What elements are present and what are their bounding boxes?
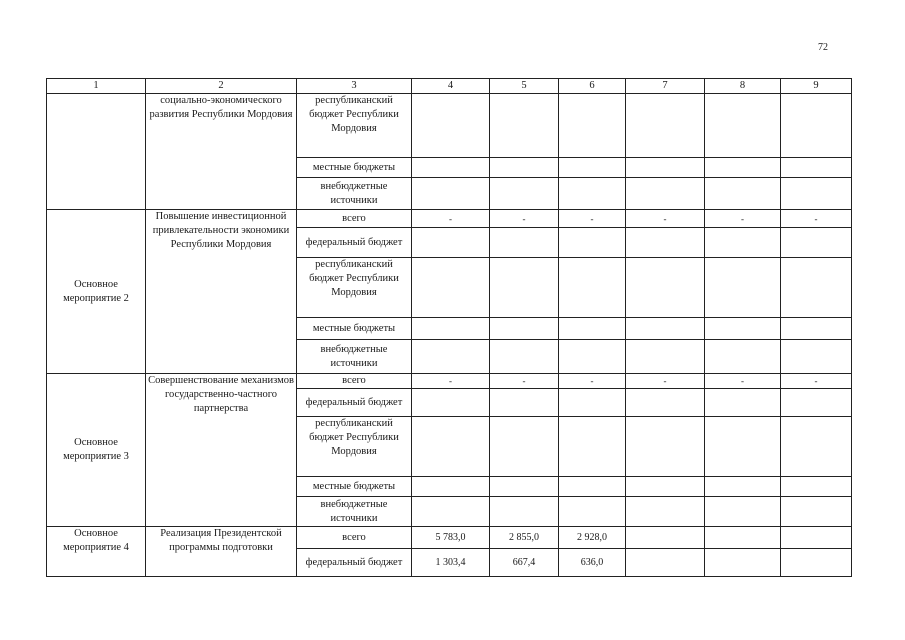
value-cell: 636,0 [559, 549, 626, 577]
value-cell [626, 527, 705, 549]
header-cell: 7 [626, 79, 705, 94]
header-cell: 8 [705, 79, 781, 94]
event-number-cell: Основное мероприятие 3 [47, 374, 146, 527]
value-cell [559, 417, 626, 477]
value-cell [626, 258, 705, 318]
value-cell [412, 228, 490, 258]
value-cell [781, 549, 852, 577]
table-row [47, 374, 852, 389]
value-cell [559, 497, 626, 527]
funding-source-cell: внебюджетные источники [297, 178, 412, 210]
value-cell [781, 477, 852, 497]
value-cell [705, 549, 781, 577]
header-cell: 5 [490, 79, 559, 94]
value-cell [626, 549, 705, 577]
page-number: 72 [818, 42, 828, 53]
value-cell [412, 389, 490, 417]
value-cell [412, 477, 490, 497]
event-number-cell: Основное мероприятие 2 [47, 210, 146, 374]
budget-table [46, 78, 852, 577]
value-cell [781, 340, 852, 374]
value-cell [559, 228, 626, 258]
value-cell [781, 527, 852, 549]
funding-source-cell: республиканский бюджет Республики Мордовия [297, 258, 412, 318]
value-cell [781, 228, 852, 258]
value-cell [490, 258, 559, 318]
value-cell [490, 158, 559, 178]
value-cell: - [490, 210, 559, 228]
value-cell [559, 340, 626, 374]
value-cell [490, 477, 559, 497]
value-cell: - [705, 374, 781, 389]
header-row [47, 79, 852, 94]
value-cell [559, 178, 626, 210]
value-cell [490, 340, 559, 374]
value-cell [412, 158, 490, 178]
value-cell: 2 855,0 [490, 527, 559, 549]
value-cell [705, 389, 781, 417]
funding-source-cell: всего [297, 374, 412, 389]
value-cell [781, 497, 852, 527]
funding-source-cell: республиканский бюджет Республики Мордовия [297, 94, 412, 158]
value-cell [705, 497, 781, 527]
value-cell [559, 158, 626, 178]
value-cell [626, 389, 705, 417]
funding-source-cell: местные бюджеты [297, 318, 412, 340]
header-cell: 2 [146, 79, 297, 94]
header-cell: 9 [781, 79, 852, 94]
value-cell [781, 158, 852, 178]
value-cell: 5 783,0 [412, 527, 490, 549]
header-cell: 3 [297, 79, 412, 94]
event-name-cell: Реализация Президентской программы подготовки [146, 527, 297, 577]
value-cell [559, 318, 626, 340]
value-cell [412, 417, 490, 477]
value-cell [559, 389, 626, 417]
value-cell [412, 178, 490, 210]
value-cell [412, 94, 490, 158]
value-cell [781, 389, 852, 417]
value-cell: - [626, 210, 705, 228]
value-cell: 2 928,0 [559, 527, 626, 549]
value-cell [626, 477, 705, 497]
funding-source-cell: федеральный бюджет [297, 549, 412, 577]
value-cell [412, 340, 490, 374]
value-cell: - [626, 374, 705, 389]
value-cell [412, 318, 490, 340]
value-cell: 667,4 [490, 549, 559, 577]
value-cell [705, 228, 781, 258]
value-cell [781, 178, 852, 210]
event-number-cell [47, 94, 146, 210]
header-cell: 4 [412, 79, 490, 94]
value-cell [490, 417, 559, 477]
value-cell [705, 417, 781, 477]
header-cell: 6 [559, 79, 626, 94]
funding-source-cell: всего [297, 210, 412, 228]
value-cell [490, 497, 559, 527]
value-cell [559, 94, 626, 158]
funding-source-cell: местные бюджеты [297, 158, 412, 178]
value-cell [626, 228, 705, 258]
value-cell [705, 340, 781, 374]
value-cell [559, 258, 626, 318]
value-cell: - [705, 210, 781, 228]
value-cell [705, 258, 781, 318]
table-row [47, 527, 852, 549]
table-row [47, 94, 852, 158]
value-cell: - [490, 374, 559, 389]
value-cell [490, 389, 559, 417]
value-cell [626, 417, 705, 477]
funding-source-cell: местные бюджеты [297, 477, 412, 497]
value-cell: - [412, 374, 490, 389]
value-cell [559, 477, 626, 497]
value-cell [705, 94, 781, 158]
value-cell [781, 258, 852, 318]
value-cell [412, 497, 490, 527]
value-cell: - [559, 374, 626, 389]
value-cell: - [781, 374, 852, 389]
value-cell [781, 318, 852, 340]
value-cell [490, 178, 559, 210]
value-cell [626, 158, 705, 178]
value-cell [626, 340, 705, 374]
funding-source-cell: внебюджетные источники [297, 340, 412, 374]
value-cell [781, 417, 852, 477]
value-cell [705, 178, 781, 210]
event-name-cell: Совершенствование механизмов государственно-частного партнерства [146, 374, 297, 527]
value-cell: 1 303,4 [412, 549, 490, 577]
funding-source-cell: федеральный бюджет [297, 389, 412, 417]
value-cell [626, 497, 705, 527]
value-cell: - [781, 210, 852, 228]
header-cell: 1 [47, 79, 146, 94]
value-cell: - [412, 210, 490, 228]
event-name-cell: Повышение инвестиционной привлекательности экономики Республики Мордовия [146, 210, 297, 374]
value-cell [705, 527, 781, 549]
funding-source-cell: всего [297, 527, 412, 549]
value-cell [626, 178, 705, 210]
funding-source-cell: федеральный бюджет [297, 228, 412, 258]
value-cell [412, 258, 490, 318]
value-cell [626, 94, 705, 158]
value-cell [626, 318, 705, 340]
value-cell [705, 477, 781, 497]
funding-source-cell: республиканский бюджет Республики Мордовия [297, 417, 412, 477]
table-row [47, 210, 852, 228]
value-cell [490, 94, 559, 158]
event-name-cell: социально-экономического развития Республики Мордовия [146, 94, 297, 210]
value-cell [705, 158, 781, 178]
value-cell [705, 318, 781, 340]
value-cell [490, 318, 559, 340]
value-cell [490, 228, 559, 258]
event-number-cell: Основное мероприятие 4 [47, 527, 146, 577]
value-cell [781, 94, 852, 158]
funding-source-cell: внебюджетные источники [297, 497, 412, 527]
value-cell: - [559, 210, 626, 228]
